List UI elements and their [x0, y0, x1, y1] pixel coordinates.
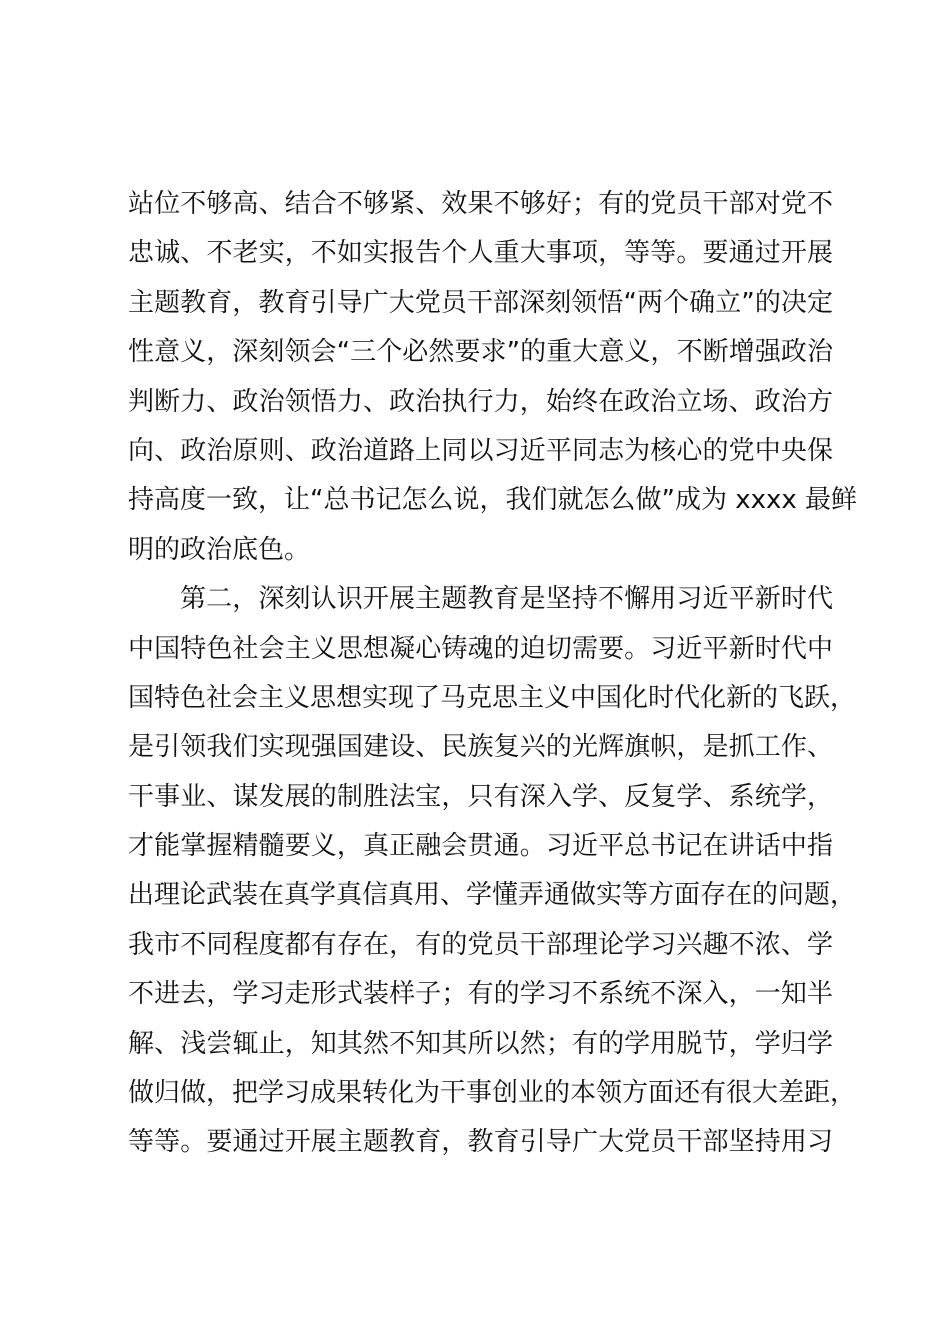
paragraph-1 — [128, 180, 858, 575]
text-line: 出理论武装在真学真信真用、学懂弄通做实等方面存在的问题， — [128, 880, 857, 911]
text-line: 中国特色社会主义思想凝心铸魂的迫切需要。习近平新时代中 — [128, 633, 833, 664]
text-line: 不进去，学习走形式装样子；有的学习不系统不深入，一知半 — [128, 979, 833, 1010]
document-body — [128, 180, 858, 1168]
text-line: 忠诚、不老实，不如实报告个人重大事项，等等。要通过开展 — [128, 238, 833, 269]
text-line: 干事业、谋发展的制胜法宝，只有深入学、反复学、系统学， — [128, 781, 833, 812]
text-line: 解、浅尝辄止，知其然不知其所以然；有的学用脱节，学归学 — [128, 1028, 833, 1059]
text-line: 做归做，把学习成果转化为干事创业的本领方面还有很大差距， — [128, 1078, 857, 1109]
paragraph-2 — [128, 575, 857, 1168]
text-line: 判断力、政治领悟力、政治执行力，始终在政治立场、政治方 — [128, 386, 833, 417]
text-line: 性意义，深刻领会“三个必然要求”的重大意义，不断增强政治 — [128, 337, 833, 368]
text-line: 是引领我们实现强国建设、民族复兴的光辉旗帜，是抓工作、 — [128, 732, 833, 763]
text-line: 国特色社会主义思想实现了马克思主义中国化时代化新的飞跃， — [128, 682, 857, 713]
text-line: 向、政治原则、政治道路上同以习近平同志为核心的党中央保 — [128, 435, 833, 466]
text-line: 等等。要通过开展主题教育，教育引导广大党员干部坚持用习 — [128, 1127, 833, 1158]
text-line: 明的政治底色。 — [128, 534, 311, 565]
text-line: 我市不同程度都有存在，有的党员干部理论学习兴趣不浓、学 — [128, 929, 833, 960]
text-line: 站位不够高、结合不够紧、效果不够好；有的党员干部对党不 — [128, 189, 833, 219]
text-line: 持高度一致，让“总书记怎么说，我们就怎么做”成为 xxxx 最鲜 — [128, 485, 858, 516]
text-line: 才能掌握精髓要义，真正融会贯通。习近平总书记在讲话中指 — [128, 831, 833, 862]
text-line: 第二，深刻认识开展主题教育是坚持不懈用习近平新时代 — [180, 584, 833, 615]
text-line: 主题教育，教育引导广大党员干部深刻领悟“两个确立”的决定 — [128, 287, 833, 318]
